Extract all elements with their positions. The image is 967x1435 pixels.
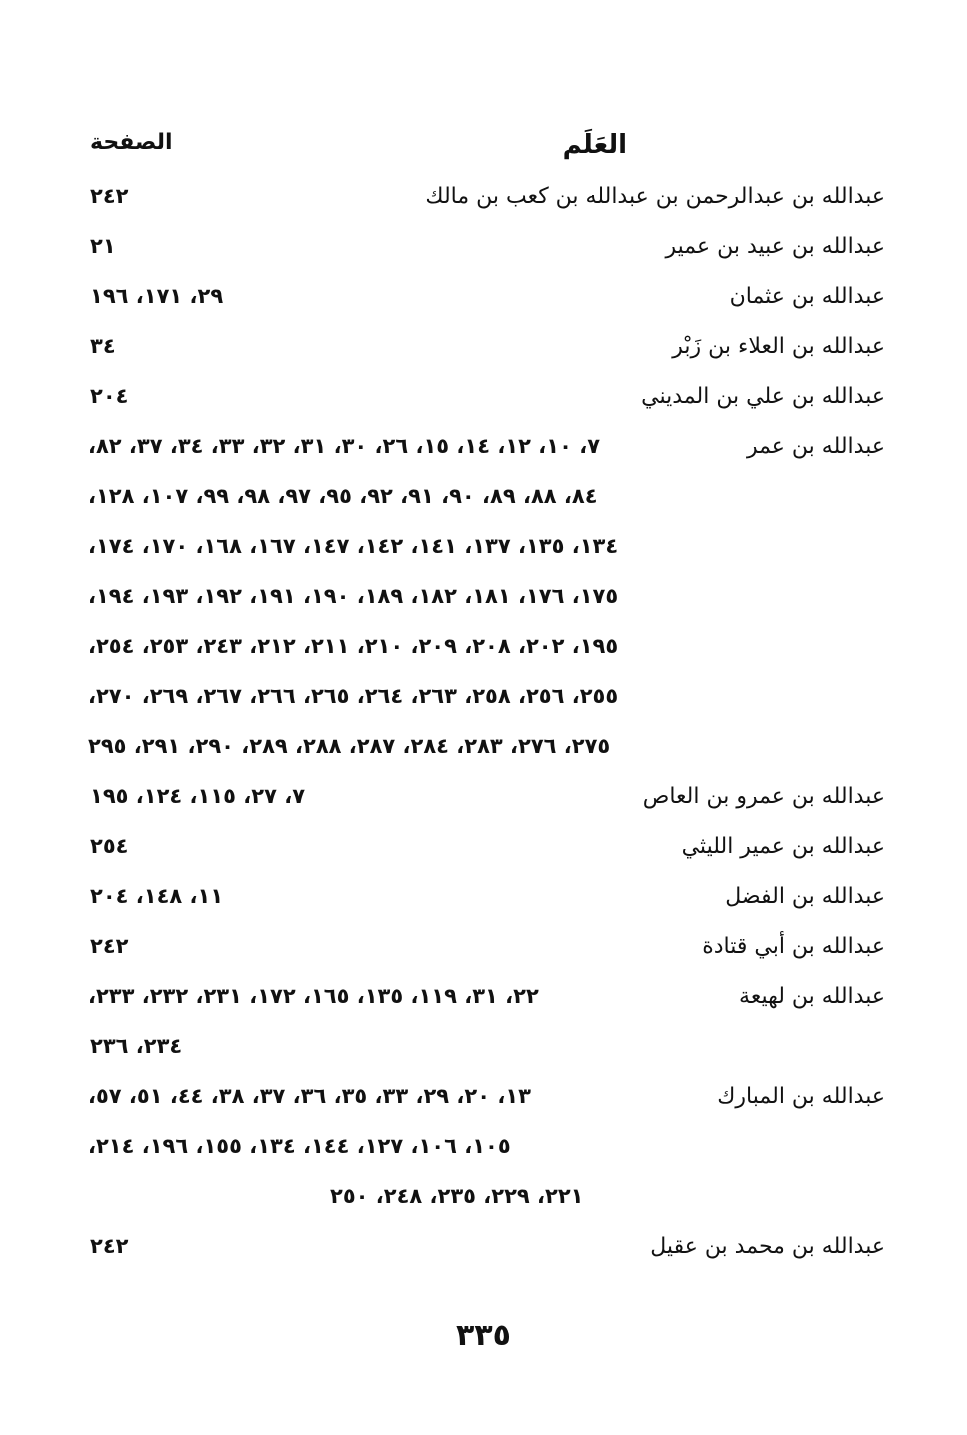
- entry-pages: ١٣، ٢٠، ٢٩، ٣٣، ٣٥، ٣٦، ٣٧، ٣٨، ٤٤، ٥١، ٥٧،: [88, 1084, 531, 1108]
- entry-name: عبدالله بن الفضل: [725, 884, 885, 909]
- entry-pages: ١٩٥، ٢٠٢، ٢٠٨، ٢٠٩، ٢١٠، ٢١١، ٢١٢، ٢٤٣، ٢٥٣، ٢٥٤،: [88, 634, 619, 658]
- entry-name: عبدالله بن عبيد بن عمير: [665, 234, 885, 259]
- entry-pages: ١٣٤، ١٣٥، ١٣٧، ١٤١، ١٤٢، ١٤٧، ١٦٧، ١٦٨، ١٧٠، ١٧٤،: [88, 534, 619, 558]
- column-header-name: العَلَم: [562, 130, 627, 160]
- entry-name: عبدالله بن العلاء بن زَبْر: [672, 334, 885, 359]
- page-number: ٣٣٥: [456, 1318, 511, 1353]
- entry-pages: ١١، ١٤٨، ٢٠٤: [90, 884, 224, 908]
- entry-name: عبدالله بن عثمان: [729, 284, 885, 309]
- entry-pages: ١٧٥، ١٧٦، ١٨١، ١٨٢، ١٨٩، ١٩٠، ١٩١، ١٩٢، ١٩٣، ١٩٤،: [88, 584, 619, 608]
- entry-pages: ٧، ١٠، ١٢، ١٤، ١٥، ٢٦، ٣٠، ٣١، ٣٢، ٣٣، ٣٤، ٣٧، ٨٢،: [88, 434, 601, 458]
- entry-name: عبدالله بن المبارك: [717, 1084, 885, 1109]
- entry-pages: ٢٥٥، ٢٥٦، ٢٥٨، ٢٦٣، ٢٦٤، ٢٦٥، ٢٦٦، ٢٦٧، ٢٦٩، ٢٧٠،: [88, 684, 619, 708]
- entry-pages: ٢١: [90, 234, 116, 258]
- entry-pages: ٢٥٤: [90, 834, 129, 858]
- entry-pages: ٨٤، ٨٨، ٨٩، ٩٠، ٩١، ٩٢، ٩٥، ٩٧، ٩٨، ٩٩، ١٠٧، ١٢٨،: [88, 484, 598, 508]
- entry-pages: ٢٢١، ٢٢٩، ٢٣٥، ٢٤٨، ٢٥٠: [330, 1184, 584, 1208]
- column-header-page: الصفحة: [90, 130, 173, 155]
- entry-pages: ٢٩، ١٧١، ١٩٦: [90, 284, 224, 308]
- entry-pages: ٢٤٢: [90, 934, 129, 958]
- entry-pages: ٧، ٢٧، ١١٥، ١٢٤، ١٩٥: [90, 784, 306, 808]
- entry-name: عبدالله بن عمير الليثي: [681, 834, 885, 859]
- entry-pages: ٢٠٤: [90, 384, 129, 408]
- entry-name: عبدالله بن محمد بن عقيل: [650, 1234, 885, 1259]
- entry-pages: ٢٤٢: [90, 184, 129, 208]
- entry-name: عبدالله بن لهيعة: [739, 984, 885, 1009]
- entry-name: عبدالله بن عبدالرحمن بن عبدالله بن كعب بن مالك: [425, 184, 885, 209]
- entry-pages: ٣٤: [90, 334, 116, 358]
- entry-pages: ٢٢، ٣١، ١١٩، ١٣٥، ١٦٥، ١٧٢، ٢٣١، ٢٣٢، ٢٣٣،: [88, 984, 539, 1008]
- entry-name: عبدالله بن علي بن المديني: [641, 384, 885, 409]
- entry-pages: ١٠٥، ١٠٦، ١٢٧، ١٤٤، ١٣٤، ١٥٥، ١٩٦، ٢١٤،: [88, 1134, 511, 1158]
- entry-name: عبدالله بن أبي قتادة: [702, 934, 885, 959]
- entry-pages: ٢٣٤، ٢٣٦: [90, 1034, 183, 1058]
- entry-pages: ٢٤٢: [90, 1234, 129, 1258]
- entry-name: عبدالله بن عمر: [746, 434, 885, 459]
- entry-name: عبدالله بن عمرو بن العاص: [642, 784, 885, 809]
- entry-pages: ٢٧٥، ٢٧٦، ٢٨٣، ٢٨٤، ٢٨٧، ٢٨٨، ٢٨٩، ٢٩٠، ٢٩١، ٢٩٥: [88, 734, 611, 758]
